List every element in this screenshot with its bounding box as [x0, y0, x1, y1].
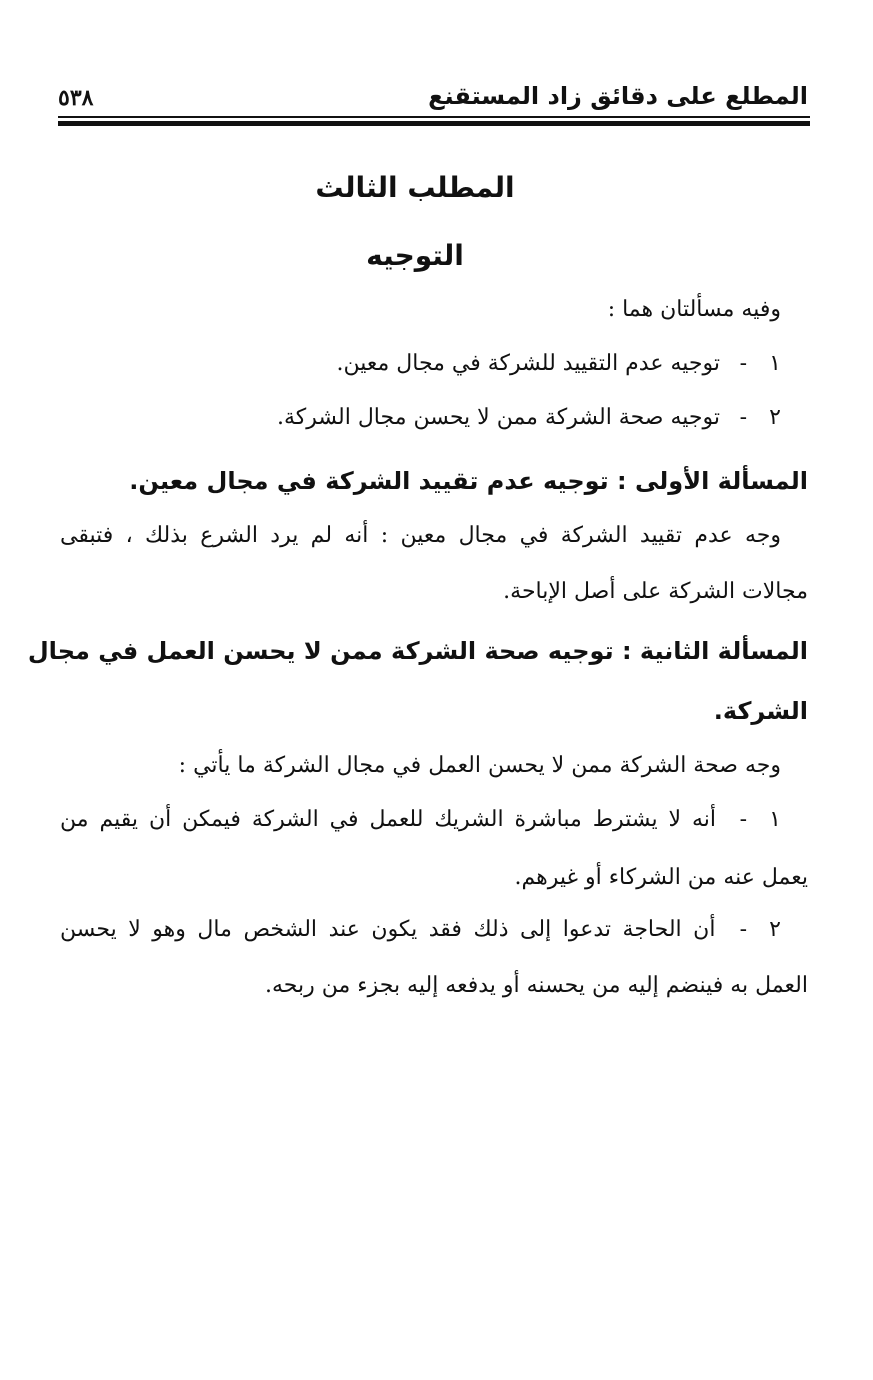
list-item-dash: -: [739, 807, 747, 832]
list-item: [41, 398, 781, 438]
question-heading: المسألة الثانية : توجيه صحة الشركة ممن لا يحسن العمل في مجال: [27, 637, 808, 665]
header-rule-thin: [58, 116, 810, 118]
list-item-text: أنه لا يشترط مباشرة الشريك للعمل في الشركة فيمكن أن يقيم من: [60, 807, 717, 832]
list-item-number: ٢: [769, 405, 781, 430]
list-item-continued: العمل به فينضم إليه من يحسنه أو يدفعه إليه بجزء من ربحه.: [265, 973, 808, 998]
list-item-text: أن الحاجة تدعوا إلى ذلك فقد يكون عند الشخص مال وهو لا يحسن: [60, 917, 716, 942]
paragraph-line: مجالات الشركة على أصل الإباحة.: [503, 579, 808, 604]
list-item: [60, 800, 781, 840]
list-item-dash: -: [739, 917, 747, 942]
running-title: المطلع على دقائق زاد المستقنع: [428, 82, 808, 110]
list-item-text: توجيه عدم التقييد للشركة في مجال معين.: [336, 351, 720, 376]
question-heading: المسألة الأولى : توجيه عدم تقييد الشركة في مجال معين.: [129, 467, 808, 495]
list-item-number: ١: [769, 807, 781, 832]
intro-paragraph: وفيه مسألتان هما :: [607, 297, 781, 322]
list-item: [60, 910, 781, 950]
list-item-text: توجيه صحة الشركة ممن لا يحسن مجال الشركة.: [276, 405, 720, 430]
running-header: [58, 78, 808, 118]
list-item-number: ٢: [769, 917, 781, 942]
list-item: [41, 344, 781, 384]
list-item-dash: -: [739, 351, 747, 376]
list-item-continued: يعمل عنه من الشركاء أو غيرهم.: [514, 865, 808, 890]
list-item-number: ١: [769, 351, 781, 376]
header-rule-thick: [58, 121, 810, 126]
question-heading-continued: الشركة.: [713, 697, 808, 725]
page-number: ٥٣٨: [58, 85, 94, 111]
paragraph-line: وجه صحة الشركة ممن لا يحسن العمل في مجال الشركة ما يأتي :: [178, 753, 781, 778]
section-heading: المطلب الثالث: [315, 171, 515, 204]
list-item-dash: -: [739, 405, 747, 430]
paragraph-line: وجه عدم تقييد الشركة في مجال معين : أنه لم يرد الشرع بذلك ، فتبقى: [60, 523, 781, 548]
section-subheading: التوجيه: [366, 239, 464, 272]
